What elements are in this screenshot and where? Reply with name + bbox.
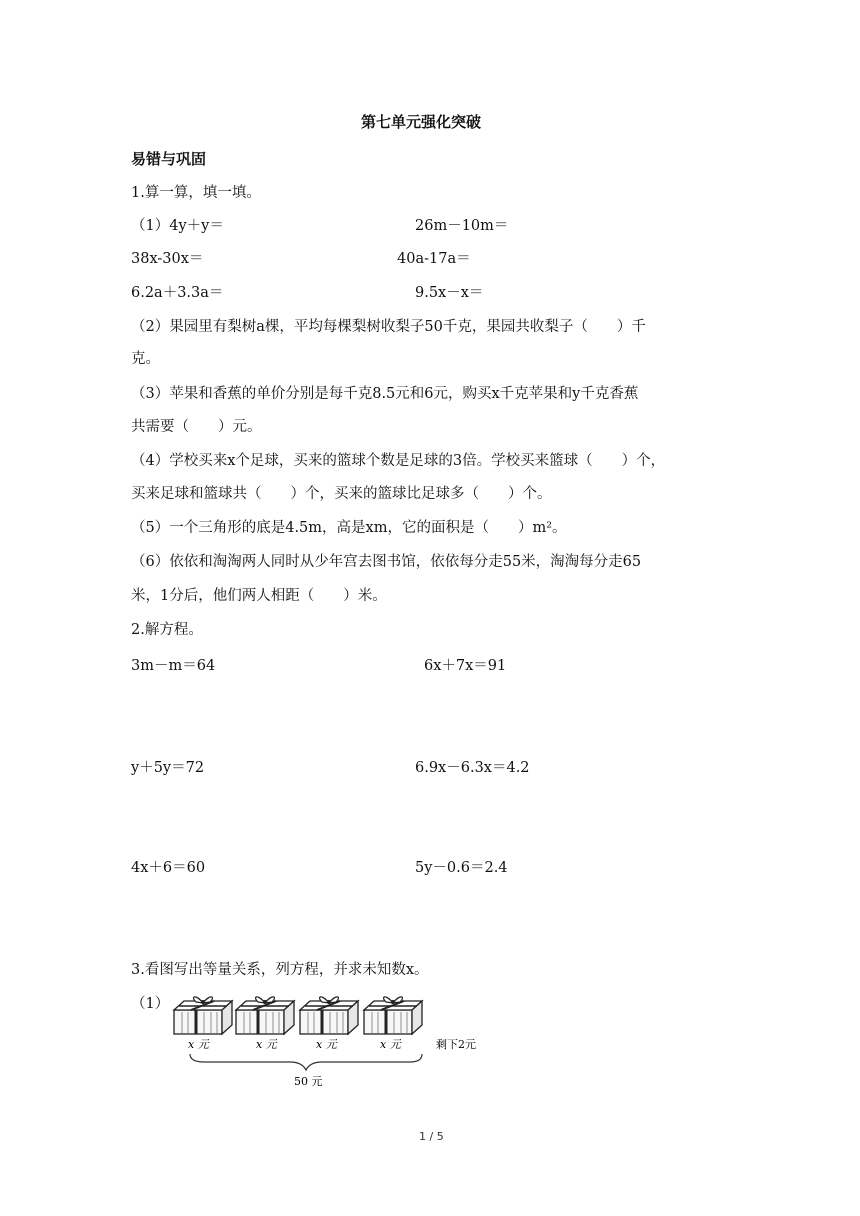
q1-part2-line2: 克。 — [131, 351, 160, 367]
q1-row2-right: 40a-17a＝ — [397, 251, 471, 267]
q2-eq2-right: 6.9x－6.3x＝4.2 — [415, 760, 530, 776]
box-label-2: x 元 — [256, 1038, 277, 1051]
gift-box-icon — [174, 997, 232, 1034]
q2-eq3-left: 4x＋6＝60 — [131, 860, 206, 876]
remain-label: 剩下2元 — [436, 1038, 476, 1051]
q2-eq1-left: 3m－m＝64 — [131, 658, 216, 674]
q1-part6-line2: 米，1分后，他们两人相距（ ）米。 — [131, 588, 387, 604]
q1-part3-line2: 共需要（ ）元。 — [131, 419, 262, 435]
q1-part6-line1: （6）依依和淘淘两人同时从少年宫去图书馆，依依每分走55米，淘淘每分走65 — [131, 554, 642, 570]
box-label-1: x 元 — [188, 1038, 209, 1051]
box-label-3: x 元 — [316, 1038, 337, 1051]
section-title: 易错与巩固 — [131, 150, 207, 168]
q2-heading: 2.解方程。 — [131, 622, 203, 638]
q1-row2-left: 38x-30x＝ — [131, 251, 204, 267]
q1-row1-right: 26m－10m＝ — [415, 218, 509, 234]
q1-row3-left: 6.2a＋3.3a＝ — [131, 285, 224, 301]
gift-boxes-figure — [160, 988, 500, 1093]
gift-box-icon — [236, 997, 294, 1034]
q2-eq3-right: 5y－0.6＝2.4 — [415, 860, 508, 876]
q1-heading: 1.算一算，填一填。 — [131, 185, 261, 201]
gift-box-icon — [300, 997, 358, 1034]
q1-part2-line1: （2）果园里有梨树a棵，平均每棵梨树收梨子50千克，果园共收梨子（ ）千 — [131, 319, 646, 335]
q3-heading: 3.看图写出等量关系，列方程，并求未知数x。 — [131, 962, 429, 978]
q1-part3-line1: （3）苹果和香蕉的单价分别是每千克8.5元和6元，购买x千克苹果和y千克香蕉 — [131, 386, 639, 402]
total-brace — [190, 1054, 422, 1070]
q1-part4-line1: （4）学校买来x个足球，买来的篮球个数是足球的3倍。学校买来篮球（ ）个， — [131, 453, 666, 469]
q1-row3-right: 9.5x－x＝ — [415, 285, 484, 301]
q3-part1-label: （1） — [131, 996, 170, 1012]
q1-row1-left: （1）4y＋y＝ — [131, 218, 224, 234]
q2-eq1-right: 6x＋7x＝91 — [424, 658, 507, 674]
q2-eq2-left: y＋5y＝72 — [131, 760, 205, 776]
gift-box-icon — [364, 997, 422, 1034]
q1-part4-line2: 买来足球和篮球共（ ）个，买来的篮球比足球多（ ）个。 — [131, 486, 552, 502]
document-title: 第七单元强化突破 — [361, 113, 482, 131]
q1-part5-line1: （5）一个三角形的底是4.5m，高是xm，它的面积是（ ）m²。 — [131, 520, 567, 536]
total-label: 50 元 — [294, 1075, 323, 1088]
page-number: 1 / 5 — [419, 1130, 444, 1143]
box-label-4: x 元 — [380, 1038, 401, 1051]
